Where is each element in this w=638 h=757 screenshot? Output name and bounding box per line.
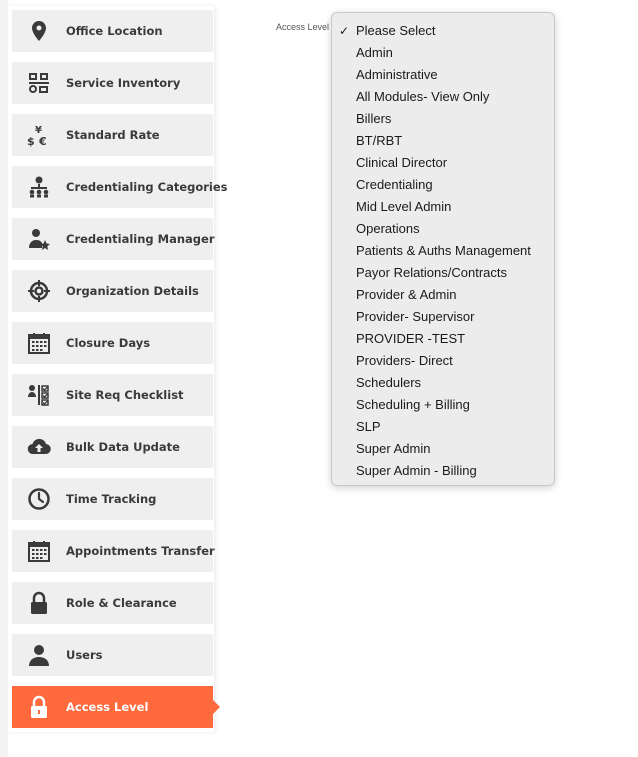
sidebar-item-label: Users (66, 648, 103, 662)
dropdown-option-selected[interactable] (332, 20, 554, 42)
dropdown-option[interactable]: Billers (356, 111, 392, 126)
user-star-icon (12, 227, 66, 251)
page-left-background (0, 0, 8, 757)
dropdown-option[interactable]: Mid Level Admin (356, 199, 452, 214)
sidebar-item-label: Office Location (66, 24, 163, 38)
sidebar-item-label: Service Inventory (66, 76, 181, 90)
dropdown-option[interactable]: SLP (356, 419, 381, 434)
lock-icon (12, 695, 66, 719)
sidebar-item-organization-details[interactable] (12, 270, 213, 312)
checkmark-icon: ✓ (339, 24, 350, 38)
sidebar-item-label: Standard Rate (66, 128, 160, 142)
dropdown-option[interactable]: Super Admin (356, 441, 431, 456)
calendar-icon (12, 331, 66, 355)
sidebar-item-label: Bulk Data Update (66, 440, 180, 454)
dropdown-option[interactable]: Provider & Admin (356, 287, 457, 302)
sidebar-item-office-location[interactable] (12, 10, 213, 52)
dropdown-option[interactable]: Operations (356, 221, 420, 236)
settings-sidebar (8, 6, 228, 732)
sidebar-item-label: Closure Days (66, 336, 151, 350)
access-level-dropdown[interactable] (331, 12, 555, 486)
lock-icon (12, 591, 66, 615)
dropdown-option[interactable]: Administrative (356, 67, 438, 82)
option-label: Please Select (356, 23, 436, 38)
dropdown-option[interactable]: Scheduling + Billing (356, 397, 470, 412)
org-chart-icon (12, 175, 66, 199)
dropdown-option[interactable]: Payor Relations/Contracts (356, 265, 508, 280)
inventory-icon (12, 71, 66, 95)
map-pin-icon (12, 19, 66, 43)
lifebuoy-icon (12, 279, 66, 303)
sidebar-item-standard-rate[interactable] (12, 114, 213, 156)
sidebar-item-service-inventory[interactable] (12, 62, 213, 104)
sidebar-item-label: Role & Clearance (66, 596, 177, 610)
sidebar-item-label: Credentialing Manager (66, 232, 215, 246)
sidebar-item-access-level[interactable] (12, 686, 213, 728)
sidebar-item-closure-days[interactable] (12, 322, 213, 364)
dropdown-option[interactable]: Clinical Director (356, 155, 448, 170)
dropdown-option[interactable]: Credentialing (356, 177, 433, 192)
dropdown-option[interactable]: PROVIDER -TEST (356, 331, 466, 346)
sidebar-item-appointments-transfer[interactable] (12, 530, 213, 572)
sidebar-item-label: Credentialing Categories (66, 180, 228, 194)
currency-icon (12, 123, 66, 147)
sidebar-item-bulk-data-update[interactable] (12, 426, 213, 468)
calendar-icon (12, 539, 66, 563)
clock-icon (12, 487, 66, 511)
sidebar-item-credentialing-categories[interactable] (12, 166, 228, 208)
sidebar-item-time-tracking[interactable] (12, 478, 213, 520)
sidebar-item-role-clearance[interactable] (12, 582, 213, 624)
sidebar-item-users[interactable] (12, 634, 213, 676)
dropdown-option[interactable]: Provider- Supervisor (356, 309, 475, 324)
dropdown-option[interactable]: Super Admin - Billing (356, 463, 477, 478)
sidebar-item-site-req-checklist[interactable] (12, 374, 213, 416)
dropdown-option[interactable]: Admin (356, 45, 393, 60)
access-level-label: Access Level (276, 22, 330, 32)
dropdown-option[interactable]: Providers- Direct (356, 353, 453, 368)
sidebar-item-credentialing-manager[interactable] (12, 218, 213, 260)
svg-text:¥: ¥ (35, 125, 42, 136)
checklist-icon (12, 383, 66, 407)
user-icon (12, 643, 66, 667)
sidebar-item-label: Organization Details (66, 284, 199, 298)
sidebar-item-label: Site Req Checklist (66, 388, 184, 402)
sidebar-item-label: Appointments Transfer (66, 544, 215, 558)
sidebar-item-label: Access Level (66, 700, 149, 714)
svg-text:€: € (39, 135, 47, 147)
dropdown-option[interactable]: BT/RBT (356, 133, 403, 148)
dropdown-option[interactable]: Patients & Auths Management (356, 243, 531, 258)
svg-text:$: $ (27, 135, 35, 147)
sidebar-item-label: Time Tracking (66, 492, 157, 506)
dropdown-option[interactable]: All Modules- View Only (356, 89, 490, 104)
dropdown-option[interactable]: Schedulers (356, 375, 422, 390)
cloud-upload-icon (12, 435, 66, 459)
